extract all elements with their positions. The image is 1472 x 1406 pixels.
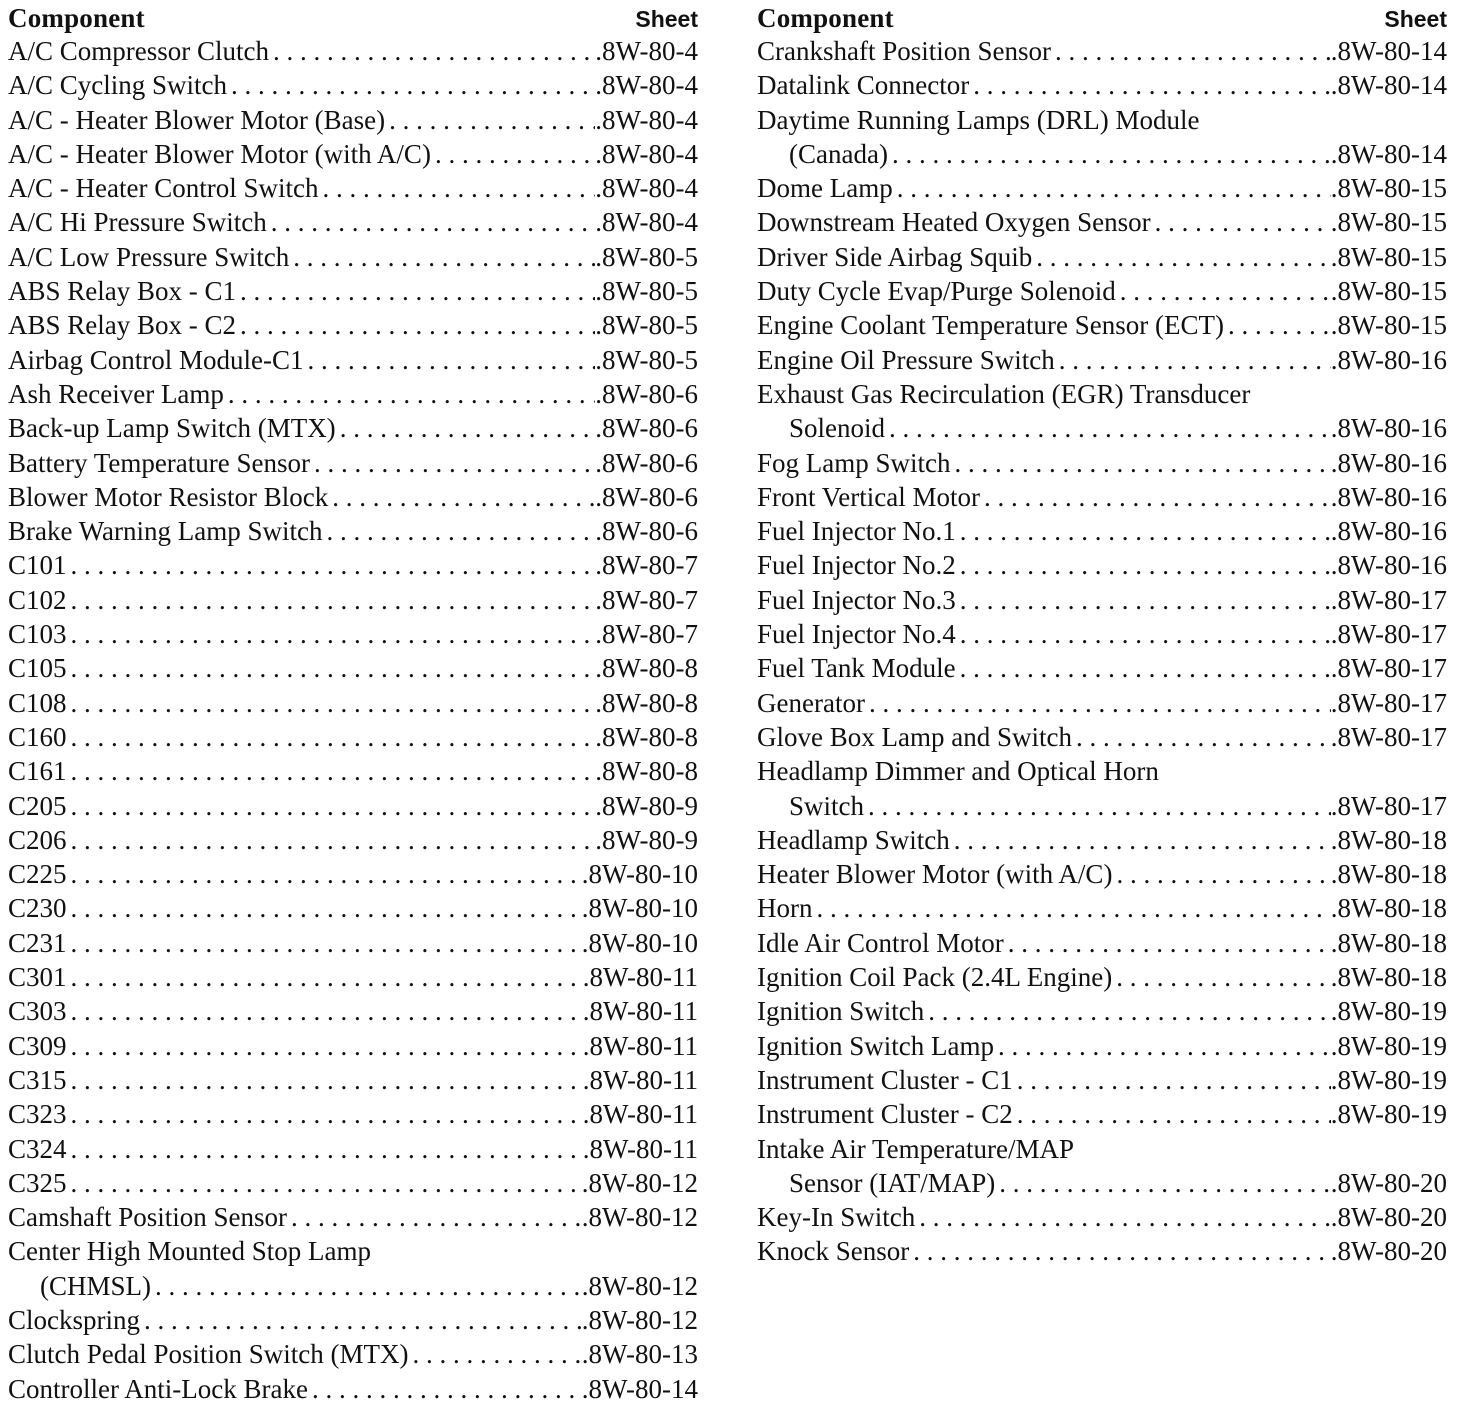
component-name: Instrument Cluster - C2 [757,1099,1013,1130]
component-name: Headlamp Dimmer and Optical Horn [757,756,1159,787]
component-name: Instrument Cluster - C1 [757,1064,1013,1095]
component-name: Ash Receiver Lamp [8,378,224,409]
sheet-number: .8W-80-5 [595,276,698,307]
component-name: C315 [8,1064,67,1095]
sheet-number: .8W-80-16 [1330,550,1447,581]
component-name: Headlamp Switch [757,824,950,855]
list-item [757,720,1447,754]
component-name: Heater Blower Motor (with A/C) [757,859,1113,890]
component-name: Horn [757,893,813,924]
left-column [8,2,698,1406]
list-item [757,857,1447,891]
dot-leader [1032,240,1331,274]
dot-leader [67,1097,583,1131]
component-name: C101 [8,550,67,581]
list-item [8,343,698,377]
component-name: Fuel Injector No.1 [757,516,956,547]
dot-leader [893,171,1331,205]
sheet-number: .8W-80-18 [1330,962,1447,993]
list-item [8,994,698,1028]
component-name: C108 [8,687,67,718]
list-item [757,651,1447,685]
sheet-number: .8W-80-4 [595,207,698,238]
dot-leader [308,1372,582,1406]
sheet-number: .8W-80-15 [1330,276,1447,307]
component-name: Dome Lamp [757,173,893,204]
list-item [757,205,1447,239]
sheet-number: .8W-80-8 [595,721,698,752]
sheet-number: .8W-80-10 [581,859,698,890]
list-item [757,137,1447,171]
dot-leader [67,994,583,1028]
list-item [8,240,698,274]
sheet-number: .8W-80-12 [581,1304,698,1335]
dot-leader [956,514,1331,548]
dot-leader [956,548,1331,582]
list-item [8,308,698,342]
dot-leader [287,1200,582,1234]
list-item [8,1303,698,1337]
list-item [757,1166,1447,1200]
dot-leader [431,137,595,171]
dot-leader [1151,205,1331,239]
component-name: Generator [757,687,865,718]
sheet-number: .8W-80-4 [595,104,698,135]
dot-leader [67,789,596,823]
dot-leader [236,274,595,308]
component-name: C160 [8,721,67,752]
dot-leader [236,308,595,342]
list-item [8,926,698,960]
sheet-number: .8W-80-16 [1330,413,1447,444]
sheet-number: .8W-80-14 [1330,36,1447,66]
list-item [757,1063,1447,1097]
component-name: C309 [8,1030,67,1061]
list-item [8,1063,698,1097]
component-name: Controller Anti-Lock Brake [8,1373,308,1404]
list-item [757,514,1447,548]
list-item [757,1234,1447,1268]
sheet-number: .8W-80-18 [1330,927,1447,958]
component-name-continuation: (Canada) [789,138,888,169]
dot-leader [67,1132,583,1166]
sheet-number: .8W-80-6 [595,413,698,444]
right-column [757,2,1447,1269]
dot-leader [1051,34,1331,68]
list-item [757,68,1447,102]
list-item [757,617,1447,651]
sheet-number: .8W-80-17 [1330,619,1447,650]
list-item [757,926,1447,960]
dot-leader [956,617,1331,651]
dot-leader [980,480,1331,514]
dot-leader [289,240,595,274]
dot-leader [151,1269,582,1303]
list-item [8,823,698,857]
list-item [757,480,1447,514]
sheet-number: .8W-80-6 [595,378,698,409]
sheet-number: .8W-80-4 [595,36,698,66]
list-item [757,994,1447,1028]
sheet-number: .8W-80-11 [582,1099,698,1130]
component-name: Fuel Injector No.3 [757,584,956,615]
sheet-number: .8W-80-7 [595,584,698,615]
column-header [8,2,698,34]
sheet-number: .8W-80-18 [1330,859,1447,890]
component-name: A/C Compressor Clutch [8,36,269,66]
sheet-header: Sheet [635,6,698,32]
component-name: Brake Warning Lamp Switch [8,516,323,547]
dot-leader [269,34,595,68]
sheet-number: .8W-80-11 [582,1064,698,1095]
sheet-number: .8W-80-15 [1330,173,1447,204]
list-item [8,1166,698,1200]
component-name: C161 [8,756,67,787]
list-item [8,1269,698,1303]
list-item [8,891,698,925]
component-name: C105 [8,653,67,684]
component-list [8,34,698,1406]
sheet-number: .8W-80-10 [581,893,698,924]
component-name: A/C Hi Pressure Switch [8,207,267,238]
sheet-number: .8W-80-8 [595,687,698,718]
list-item [757,686,1447,720]
component-header: Component [757,3,894,33]
dot-leader [318,171,595,205]
dot-leader [915,1200,1331,1234]
dot-leader [310,446,595,480]
component-name: C205 [8,790,67,821]
dot-leader [956,583,1331,617]
component-name: Engine Coolant Temperature Sensor (ECT) [757,310,1224,341]
sheet-number: .8W-80-19 [1330,1099,1447,1130]
list-item [8,377,698,411]
component-name: C225 [8,859,67,890]
dot-leader [67,891,582,925]
sheet-number: .8W-80-14 [581,1373,698,1404]
component-name: Duty Cycle Evap/Purge Solenoid [757,276,1116,307]
component-name: C231 [8,927,67,958]
sheet-number: .8W-80-13 [581,1339,698,1370]
sheet-number: .8W-80-6 [595,516,698,547]
component-name: Idle Air Control Motor [757,927,1004,958]
list-item [8,548,698,582]
dot-leader [323,514,596,548]
dot-leader [1013,1097,1331,1131]
list-item [757,34,1447,68]
component-name: Exhaust Gas Recirculation (EGR) Transducer [757,378,1251,409]
dot-leader [956,651,1331,685]
list-item [8,789,698,823]
list-item [8,651,698,685]
list-item [8,857,698,891]
dot-leader [303,343,595,377]
list-item [757,240,1447,274]
sheet-number: .8W-80-12 [581,1202,698,1233]
sheet-number: .8W-80-14 [1330,70,1447,101]
component-name: C230 [8,893,67,924]
list-item [8,274,698,308]
component-name: Glove Box Lamp and Switch [757,721,1072,752]
dot-leader [328,480,595,514]
list-item [757,891,1447,925]
component-name: Crankshaft Position Sensor [757,36,1051,66]
component-name: Back-up Lamp Switch (MTX) [8,413,336,444]
sheet-number: .8W-80-12 [581,1167,698,1198]
dot-leader [67,686,596,720]
sheet-number: .8W-80-18 [1330,893,1447,924]
dot-leader [67,617,596,651]
dot-leader [67,548,596,582]
column-header [757,2,1447,34]
dot-leader [267,205,596,239]
dot-leader [224,377,595,411]
list-item [8,205,698,239]
sheet-number: .8W-80-5 [595,310,698,341]
list-item [8,137,698,171]
sheet-number: .8W-80-19 [1330,1030,1447,1061]
list-item [8,1097,698,1131]
component-name: Center High Mounted Stop Lamp [8,1236,371,1267]
sheet-number: .8W-80-11 [582,1030,698,1061]
list-item [757,960,1447,994]
dot-leader [67,651,596,685]
dot-leader [67,583,596,617]
component-name: ABS Relay Box - C2 [8,310,237,341]
list-item [8,446,698,480]
list-item [8,514,698,548]
list-item [8,960,698,994]
dot-leader [885,411,1331,445]
component-name: Intake Air Temperature/MAP [757,1133,1075,1164]
component-name: ABS Relay Box - C1 [8,276,237,307]
list-item [8,411,698,445]
list-item [8,103,698,137]
component-name: Ignition Switch Lamp [757,1030,994,1061]
list-item [757,1097,1447,1131]
list-item [8,480,698,514]
component-header: Component [8,3,145,33]
sheet-number: .8W-80-18 [1330,824,1447,855]
list-item [757,171,1447,205]
component-name: Knock Sensor [757,1236,910,1267]
component-name: C324 [8,1133,67,1164]
dot-leader [969,68,1331,102]
sheet-header: Sheet [1384,6,1447,32]
component-name: Airbag Control Module-C1 [8,344,304,375]
list-item [8,617,698,651]
list-item [8,34,698,68]
component-name: Clockspring [8,1304,140,1335]
list-item [757,411,1447,445]
component-name: Ignition Switch [757,996,925,1027]
list-item [757,308,1447,342]
dot-leader [67,1063,583,1097]
list-item [757,583,1447,617]
dot-leader [1055,343,1331,377]
dot-leader [67,1029,583,1063]
sheet-number: .8W-80-5 [595,344,698,375]
sheet-number: .8W-80-8 [595,653,698,684]
dot-leader [924,994,1331,1028]
sheet-number: .8W-80-20 [1330,1202,1447,1233]
component-name: C206 [8,824,67,855]
component-name: A/C Cycling Switch [8,70,228,101]
sheet-number: .8W-80-11 [582,1133,698,1164]
sheet-number: .8W-80-15 [1330,207,1447,238]
list-item [8,1200,698,1234]
dot-leader [995,1166,1331,1200]
component-name: Front Vertical Motor [757,481,980,512]
list-item [8,686,698,720]
dot-leader [909,1234,1331,1268]
component-name: Camshaft Position Sensor [8,1202,288,1233]
component-name: Driver Side Airbag Squib [757,241,1033,272]
component-name: C303 [8,996,67,1027]
sheet-number: .8W-80-4 [595,70,698,101]
component-name: Daytime Running Lamps (DRL) Module [757,104,1200,135]
sheet-number: .8W-80-11 [582,962,698,993]
sheet-number: .8W-80-20 [1330,1167,1447,1198]
component-name: A/C - Heater Blower Motor (with A/C) [8,138,431,169]
dot-leader [1112,857,1330,891]
sheet-number: .8W-80-6 [595,481,698,512]
component-name: A/C - Heater Blower Motor (Base) [8,104,386,135]
sheet-number: .8W-80-6 [595,447,698,478]
sheet-number: .8W-80-17 [1330,721,1447,752]
list-item [8,720,698,754]
dot-leader [67,754,596,788]
dot-leader [1112,960,1331,994]
list-item [757,1029,1447,1063]
dot-leader [813,891,1331,925]
list-item [8,754,698,788]
component-name: C301 [8,962,67,993]
dot-leader [67,720,596,754]
dot-leader [67,960,583,994]
component-name: C325 [8,1167,67,1198]
list-item [757,789,1447,823]
sheet-number: .8W-80-17 [1330,790,1447,821]
sheet-number: .8W-80-7 [595,619,698,650]
dot-leader [951,446,1331,480]
sheet-number: .8W-80-19 [1330,996,1447,1027]
dot-leader [1224,308,1331,342]
component-name: Fuel Injector No.2 [757,550,956,581]
sheet-number: .8W-80-9 [595,790,698,821]
component-name: Battery Temperature Sensor [8,447,311,478]
dot-leader [67,823,596,857]
sheet-number: .8W-80-16 [1330,481,1447,512]
component-list [757,34,1447,1269]
sheet-number: .8W-80-17 [1330,653,1447,684]
sheet-number: .8W-80-15 [1330,241,1447,272]
sheet-number: .8W-80-12 [581,1270,698,1301]
list-item [8,1337,698,1371]
list-item [8,1372,698,1406]
sheet-number: .8W-80-9 [595,824,698,855]
component-name: Key-In Switch [757,1202,916,1233]
component-name-continuation: Switch [789,790,865,821]
list-item [8,171,698,205]
sheet-number: .8W-80-4 [595,138,698,169]
list-item [8,583,698,617]
component-name: Fuel Tank Module [757,653,956,684]
dot-leader [994,1029,1331,1063]
component-name: Clutch Pedal Position Switch (MTX) [8,1339,409,1370]
component-name: Blower Motor Resistor Block [8,481,329,512]
sheet-number: .8W-80-16 [1330,344,1447,375]
component-name: Ignition Coil Pack (2.4L Engine) [757,962,1113,993]
dot-leader [140,1303,582,1337]
component-name: C103 [8,619,67,650]
sheet-number: .8W-80-15 [1330,310,1447,341]
component-name: Engine Oil Pressure Switch [757,344,1055,375]
sheet-number: .8W-80-10 [581,927,698,958]
sheet-number: .8W-80-4 [595,173,698,204]
dot-leader [409,1337,582,1371]
dot-leader [67,926,582,960]
dot-leader [67,857,582,891]
sheet-number: .8W-80-16 [1330,447,1447,478]
component-name: A/C Low Pressure Switch [8,241,290,272]
component-name-continuation: (CHMSL) [40,1270,152,1301]
component-name: C102 [8,584,67,615]
list-item [8,1029,698,1063]
sheet-number: .8W-80-11 [582,996,698,1027]
component-name: C323 [8,1099,67,1130]
list-item [757,343,1447,377]
sheet-number: .8W-80-8 [595,756,698,787]
dot-leader [336,411,596,445]
list-item [757,823,1447,857]
dot-leader [385,103,595,137]
sheet-number: .8W-80-7 [595,550,698,581]
dot-leader [1116,274,1331,308]
dot-leader [67,1166,582,1200]
dot-leader [1004,926,1331,960]
component-name-continuation: Solenoid [789,413,886,444]
list-item [757,446,1447,480]
component-name: A/C - Heater Control Switch [8,173,319,204]
dot-leader [864,789,1331,823]
component-name: Fuel Injector No.4 [757,619,956,650]
component-name: Downstream Heated Oxygen Sensor [757,207,1151,238]
sheet-number: .8W-80-5 [595,241,698,272]
list-item [8,1132,698,1166]
sheet-number: .8W-80-17 [1330,584,1447,615]
sheet-number: .8W-80-20 [1330,1236,1447,1267]
list-item [757,1200,1447,1234]
list-item [8,68,698,102]
component-name: Fog Lamp Switch [757,447,951,478]
sheet-number: .8W-80-16 [1330,516,1447,547]
sheet-number: .8W-80-14 [1330,138,1447,169]
dot-leader [888,137,1331,171]
dot-leader [1072,720,1331,754]
sheet-number: .8W-80-19 [1330,1064,1447,1095]
list-item [757,548,1447,582]
component-name-continuation: Sensor (IAT/MAP) [789,1167,996,1198]
dot-leader [227,68,595,102]
dot-leader [950,823,1331,857]
sheet-number: .8W-80-17 [1330,687,1447,718]
dot-leader [865,686,1331,720]
component-name: Datalink Connector [757,70,970,101]
list-item [757,274,1447,308]
dot-leader [1013,1063,1331,1097]
